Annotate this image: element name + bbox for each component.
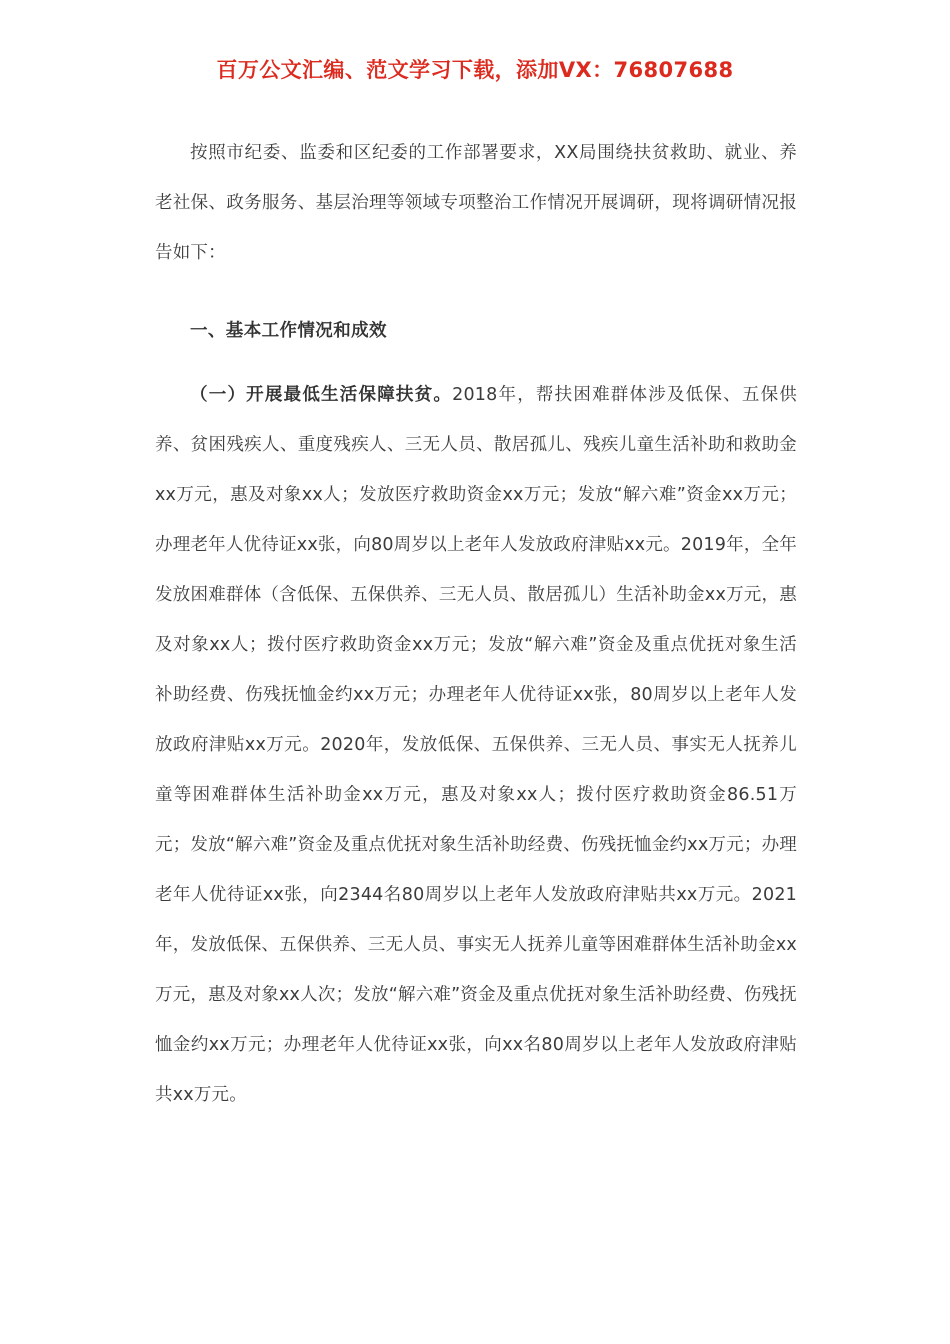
subsection-1-paragraph: [155, 370, 797, 1120]
document-body: [155, 128, 797, 1120]
intro-paragraph: 按照市纪委、监委和区纪委的工作部署要求，XX局围绕扶贫救助、就业、养老社保、政务服务、基层治理等领域专项整治工作情况开展调研，现将调研情况报告如下：: [155, 143, 797, 263]
section-heading-1: 一、基本工作情况和成效: [190, 321, 387, 341]
promo-banner: [0, 58, 950, 83]
promo-banner-text: 百万公文汇编、范文学习下载，添加VX：76807688: [216, 58, 734, 82]
paragraph-spacer: [155, 278, 797, 306]
subsection-1-text: 2018年，帮扶困难群体涉及低保、五保供养、贫困残疾人、重度残疾人、三无人员、散居孤儿、残疾儿童生活补助和救助金xx万元，惠及对象xx人；发放医疗救助资金xx万元；发放“解六难”资金xx万元；办理老年人优待证xx张，向80周岁以上老年人发放政府津贴xx元。2019年，全年发放困难群体（含低保、五保供养、三无人员、散居孤儿）生活补助金xx万元，惠及对象xx人；拨付医疗救助资金xx万元；发放“解六难”资金及重点优抚对象生活补助经费、伤残抚恤金约xx万元；办理老年人优待证xx张，80周岁以上老年人发放政府津贴xx万元。2020年，发放低保、五保供养、三无人员、事实无人抚养儿童等困难群体生活补助金xx万元，惠及对象xx人；拨付医疗救助资金86.51万元；发放“解六难”资金及重点优抚对象生活补助经费、伤残抚恤金约xx万元；办理老年人优待证xx张，向2344名80周岁以上老年人发放政府津贴共xx万元。2021年，发放低保、五保供养、三无人员、事实无人抚养儿童等困难群体生活补助金xx万元，惠及对象xx人次；发放“解六难”资金及重点优抚对象生活补助经费、伤残抚恤金约xx万元；办理老年人优待证xx张，向xx名80周岁以上老年人发放政府津贴共xx万元。: [155, 385, 797, 1105]
heading-spacer: [155, 356, 797, 370]
subsection-1-lead: （一）开展最低生活保障扶贫。: [190, 385, 453, 405]
